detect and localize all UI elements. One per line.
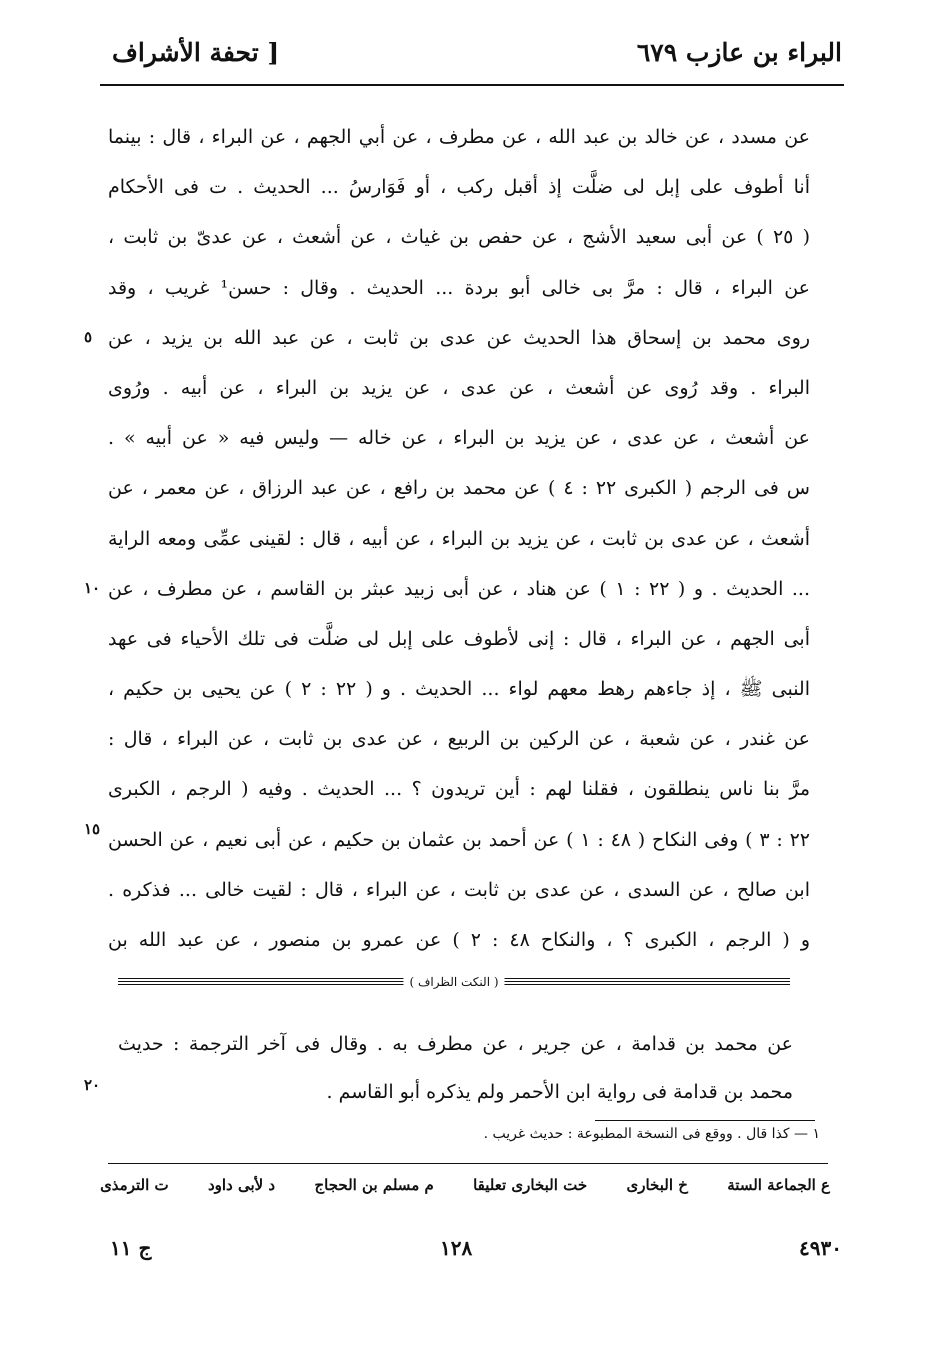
text-line: ... الحديث . و ( ٢٢ : ١ ) عن هناد ، عن أبى زبيد عبثر بن القاسم ، عن مطرف ، عن — [108, 577, 810, 600]
sigla-legend — [100, 1176, 830, 1194]
legend-rule — [108, 1163, 828, 1164]
text-line: أشعث ، عن عدى بن ثابت ، عن يزيد بن البراء ، عن أبيه ، قال : لقينى عمِّى ومعه الراية — [108, 527, 810, 550]
line-number-10: ١٠ — [84, 579, 101, 597]
text-line: عن أشعث ، عن عدى ، عن يزيد بن البراء ، عن خاله — وليس فيه « عن أبيه » . — [108, 427, 810, 450]
text-line: أنا أطوف على إبل لى ضلَّت إذ أقبل ركب ، أو فَوَارسُ ... الحديث . ت فى الأحكام — [108, 176, 810, 199]
legend-item: خت البخارى تعليقا — [473, 1176, 588, 1194]
running-head-title: البراء بن عازب ٦٧٩ — [636, 38, 842, 67]
header-rule — [100, 84, 844, 86]
text-line: محمد بن قدامة فى رواية ابن الأحمر ولم يذكره أبو القاسم . — [326, 1081, 793, 1103]
running-head-book-title: [ تحفة الأشراف — [112, 38, 280, 67]
legend-item: ت الترمذى — [100, 1176, 169, 1194]
line-number-5: ٥ — [84, 328, 93, 346]
line-number-20: ٢٠ — [84, 1076, 101, 1094]
legend-item: د لأبى داود — [207, 1176, 276, 1194]
text-line: و ( الرجم ، الكبرى ؟ ، والنكاح ٤٨ : ٢ ) عن عمرو بن منصور ، عن عبد الله بن — [108, 929, 810, 951]
legend-item: ع الجماعة الستة — [727, 1176, 830, 1194]
text-line: س فى الرجم ( الكبرى ٢٢ : ٤ ) عن محمد بن رافع ، عن عبد الرزاق ، عن معمر ، عن — [108, 477, 810, 500]
hadith-number: ٤٩٣٠ — [799, 1236, 842, 1260]
text-line: عن غندر ، عن شعبة ، عن الركين بن الربيع ، عن عدى بن ثابت ، عن البراء ، قال : — [108, 728, 810, 751]
text-line: النبى ﷺ ، إذ جاءهم رهط معهم لواء ... الحديث . و ( ٢٢ : ٢ ) عن يحيى بن حكيم ، — [108, 678, 810, 701]
text-line: عن البراء ، قال : مرَّ بى خالى أبو بردة ... الحديث . وقال : حسن¹ غريب ، وقد — [108, 276, 810, 299]
divider-label: ( النكت الظراف ) — [403, 972, 504, 992]
text-line: البراء . وقد رُوى عن أشعث ، عن عدى ، عن يزيد بن البراء ، عن أبيه . ورُوى — [108, 376, 810, 399]
legend-item: خ البخارى — [626, 1176, 688, 1194]
text-line: ابن صالح ، عن السدى ، عن عدى بن ثابت ، عن البراء ، قال : لقيت خالى ... فذكره . — [108, 878, 810, 901]
text-line: عن محمد بن قدامة ، عن جرير ، عن مطرف به . وقال فى آخر الترجمة : حديث — [118, 1033, 793, 1055]
legend-item: م مسلم بن الحجاج — [314, 1176, 434, 1194]
footnote: ١ — كذا قال . ووقع فى النسخة المطبوعة : حديث غريب . — [483, 1126, 820, 1142]
text-line: روى محمد بن إسحاق هذا الحديث عن عدى بن ثابت ، عن عبد الله بن يزيد ، عن — [108, 326, 810, 349]
text-line: عن مسدد ، عن خالد بن عبد الله ، عن مطرف ، عن أبي الجهم ، عن البراء ، قال : بينما — [108, 126, 810, 148]
volume-number: ج ١١ — [110, 1236, 152, 1260]
line-number-15: ١٥ — [84, 820, 101, 838]
nukat-text — [118, 1020, 793, 1116]
section-divider — [118, 972, 790, 992]
text-line: مرَّ بنا ناس ينطلقون ، فقلنا لهم : أين تريدون ؟ ... الحديث . وفيه ( الرجم ، الكبرى — [108, 778, 810, 801]
page-number: ١٢٨ — [440, 1236, 473, 1260]
text-line: أبى الجهم ، عن البراء ، قال : إنى لأطوف على إبل لى ضلَّت فى تلك الأحياء فى عهد — [108, 627, 810, 650]
main-text — [108, 112, 810, 965]
text-line: ٢٢ : ٣ ) وفى النكاح ( ٤٨ : ١ ) عن أحمد بن عثمان بن حكيم ، عن أبى نعيم ، عن الحسن — [108, 828, 810, 851]
text-line: ( ٢٥ ) عن أبى سعيد الأشج ، عن حفص بن غياث ، عن أشعث ، عن عدىّ بن ثابت ، — [108, 226, 810, 249]
footnote-rule — [595, 1120, 815, 1121]
